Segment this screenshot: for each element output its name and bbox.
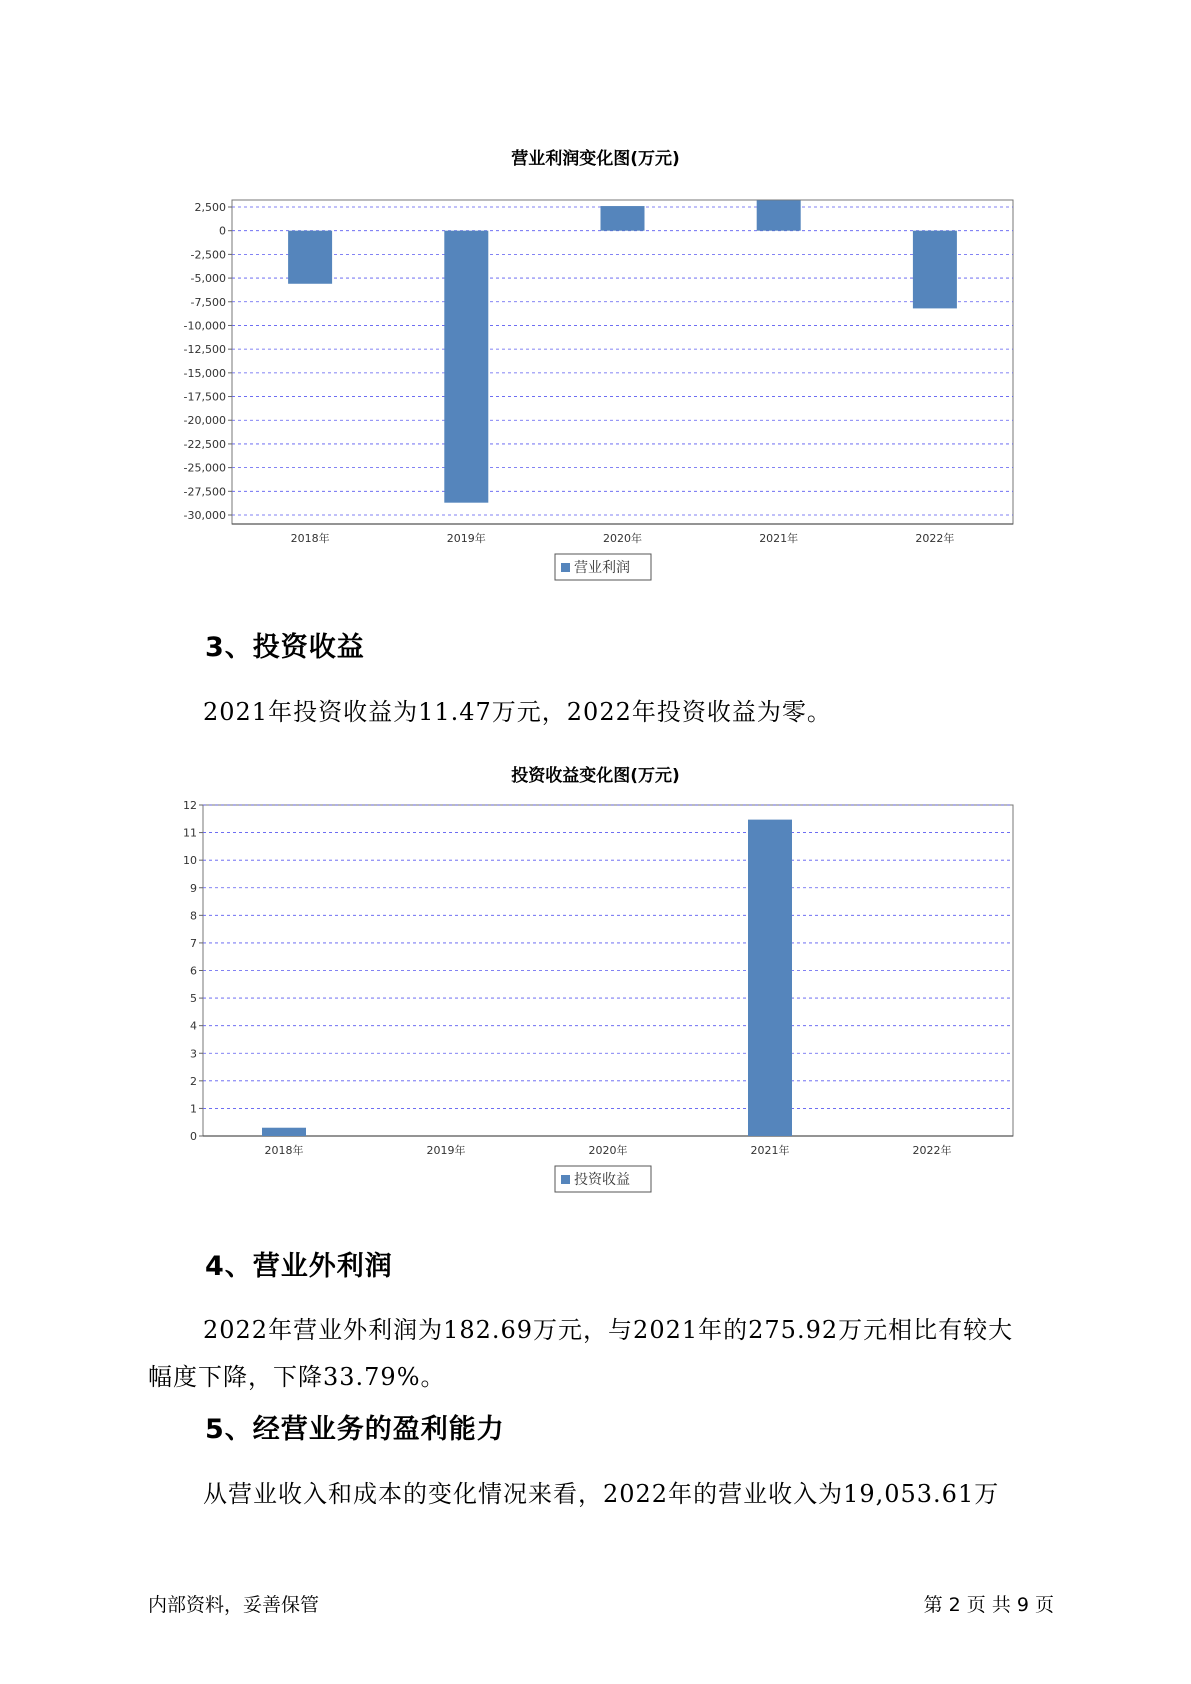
legend-swatch [561,563,570,572]
y-tick-label: -7,500 [190,295,226,309]
y-tick-label: -25,000 [183,461,226,475]
x-tick-label: 2018年 [264,1144,304,1157]
x-tick-label: 2022年 [915,532,955,545]
x-tick-label: 2019年 [446,532,486,545]
x-tick-label: 2022年 [912,1144,952,1157]
section-4-paragraph-line1: 2022年营业外利润为182.69万元，与2021年的275.92万元相比有较大 [203,1316,1014,1344]
y-tick-label: 6 [190,964,197,978]
y-tick-label: -22,500 [183,437,226,451]
x-tick-label: 2020年 [588,1144,628,1157]
plot-frame [232,200,1013,524]
legend-swatch [561,1175,570,1184]
y-tick-label: 4 [190,1019,197,1033]
section-3-paragraph: 2021年投资收益为11.47万元，2022年投资收益为零。 [203,698,832,726]
operating-profit-chart [0,178,1191,598]
y-tick-label: -12,500 [183,343,226,357]
y-tick-label: 8 [190,909,197,923]
section-3-heading: 3、投资收益 [205,632,365,663]
y-tick-label: -15,000 [183,366,226,380]
section-5-paragraph: 从营业收入和成本的变化情况来看，2022年的营业收入为19,053.61万 [203,1480,1000,1508]
y-tick-label: 2,500 [194,201,226,214]
y-tick-label: -2,500 [190,248,226,262]
x-tick-label: 2018年 [290,532,330,545]
x-tick-label: 2020年 [603,532,642,545]
y-tick-label: -5,000 [190,272,226,286]
y-tick-label: 3 [190,1047,197,1061]
bar-2019年 [444,231,488,503]
y-tick-label: -30,000 [183,509,226,522]
y-tick-label: -10,000 [183,319,226,333]
footer-confidential: 内部资料，妥善保管 [148,1594,320,1616]
y-tick-label: 10 [183,854,197,868]
y-tick-label: 0 [219,224,226,238]
y-tick-label: 5 [190,992,197,1006]
y-tick-label: -27,500 [183,485,226,499]
y-tick-label: -17,500 [183,390,226,404]
y-tick-label: 9 [190,881,197,895]
legend-label: 投资收益 [574,1172,630,1188]
bar-2018年 [262,1128,306,1136]
bar-2022年 [913,231,957,309]
x-tick-label: 2019年 [426,1144,466,1157]
bar-2021年 [757,200,801,230]
y-tick-label: 0 [190,1130,197,1143]
x-tick-label: 2021年 [759,532,799,545]
bar-2018年 [288,231,332,284]
section-5-heading: 5、经营业务的盈利能力 [205,1414,505,1445]
y-tick-label: -20,000 [183,414,226,428]
investment-income-chart [0,794,1191,1214]
x-tick-label: 2021年 [750,1144,790,1157]
chart1-title: 营业利润变化图(万元) [511,149,680,169]
legend-label: 营业利润 [574,560,630,576]
bar-2021年 [748,820,792,1136]
footer-page-number: 第 2 页 共 9 页 [923,1594,1054,1616]
section-4-heading: 4、营业外利润 [205,1251,393,1282]
chart2-title: 投资收益变化图(万元) [511,766,680,786]
y-tick-label: 2 [190,1074,197,1088]
y-tick-label: 1 [190,1102,197,1116]
y-tick-label: 7 [190,936,197,950]
section-4-paragraph-line2: 幅度下降，下降33.79%。 [148,1363,446,1391]
bar-2020年 [601,206,645,231]
y-tick-label: 12 [183,799,197,812]
y-tick-label: 11 [183,826,197,840]
